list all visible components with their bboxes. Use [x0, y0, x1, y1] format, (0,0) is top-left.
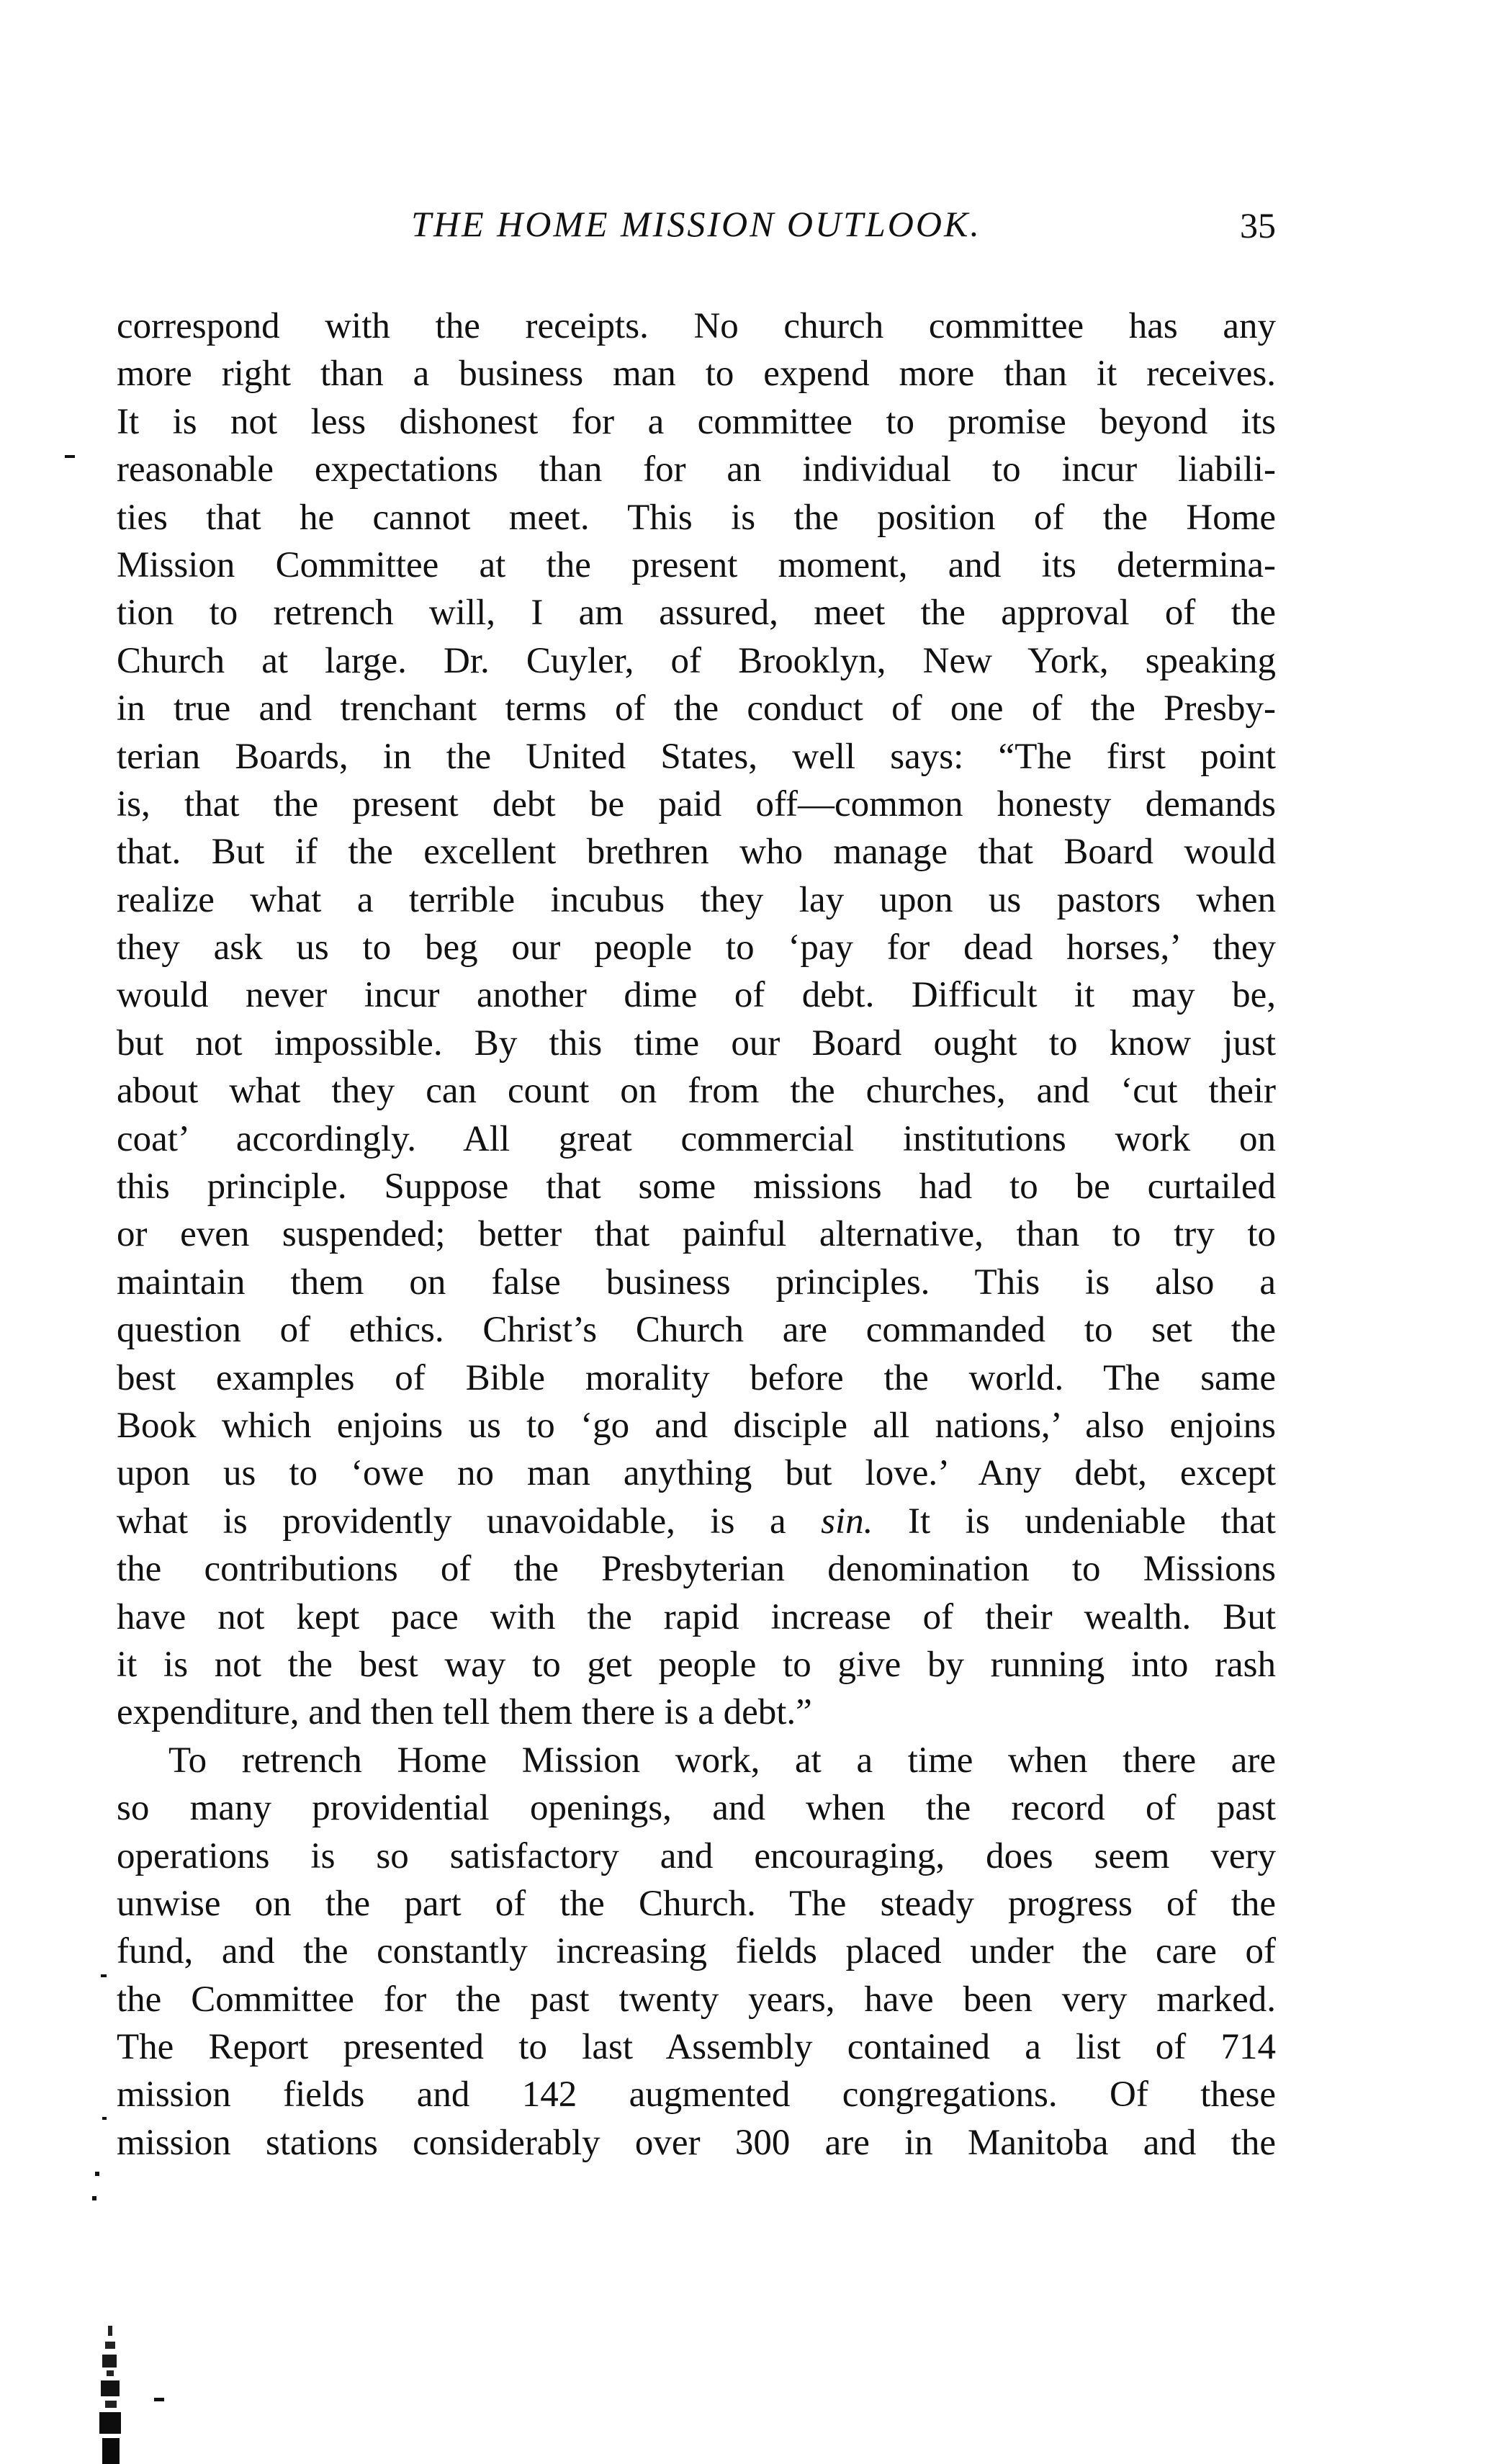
margin-mark — [154, 2398, 164, 2401]
text-line: have not kept pace with the rapid increase of their wealth. But — [117, 1596, 1276, 1637]
text-line: fund, and the constantly increasing fields placed under the care of — [117, 1931, 1276, 1972]
text-line: Mission Committee at the present moment, and its determina- — [117, 544, 1276, 585]
text-line: or even suspended; better that painful alternative, than to try to — [117, 1214, 1276, 1255]
text-line: It is not less dishonest for a committee to promise beyond its — [117, 401, 1276, 442]
text-line: about what they can count on from the churches, and ‘cut their — [117, 1071, 1276, 1112]
margin-mark — [102, 2117, 107, 2120]
text-line: that. But if the excellent brethren who manage that Board would — [117, 832, 1276, 873]
text-line: reasonable expectations than for an individual to incur liabili- — [117, 449, 1276, 490]
margin-mark — [65, 455, 75, 458]
text-line: in true and trenchant terms of the conduct of one of the Presby- — [117, 688, 1276, 729]
running-head — [117, 200, 1276, 258]
text-line: best examples of Bible morality before the world. The same — [117, 1357, 1276, 1398]
margin-mark — [92, 2196, 96, 2200]
text-line: it is not the best way to get people to give by running into rash — [117, 1644, 1276, 1685]
text-segment: It is undeniable that — [873, 1501, 1276, 1542]
text-line: question of ethics. Christ’s Church are commanded to set the — [117, 1310, 1276, 1351]
text-line: mission stations considerably over 300 are in Manitoba and the — [117, 2122, 1276, 2163]
margin-mark — [95, 2172, 99, 2176]
text-line: correspond with the receipts. No church committee has any — [117, 306, 1276, 346]
text-line: would never incur another dime of debt. Difficult it may be, — [117, 975, 1276, 1016]
text-line: is, that the present debt be paid off—common honesty demands — [117, 783, 1276, 824]
text-line: mission fields and 142 augmented congregations. Of these — [117, 2074, 1276, 2115]
text-line: Book which enjoins us to ‘go and disciple all nations,’ also enjoins — [117, 1405, 1276, 1446]
text-line: maintain them on false business principles. This is also a — [117, 1262, 1276, 1303]
text-line: Church at large. Dr. Cuyler, of Brooklyn, New York, speaking — [117, 640, 1276, 681]
text-line: this principle. Suppose that some missions had to be curtailed — [117, 1166, 1276, 1208]
text-line: they ask us to beg our people to ‘pay for dead horses,’ they — [117, 927, 1276, 968]
running-title: THE HOME MISSION OUTLOOK. — [411, 204, 981, 244]
body-text — [117, 302, 1276, 2167]
text-line: ties that he cannot meet. This is the position of the Home — [117, 497, 1276, 538]
margin-mark — [101, 1974, 107, 1977]
text-line — [117, 1498, 1276, 1545]
text-line: unwise on the part of the Church. The steady progress of the — [117, 1883, 1276, 1924]
text-line: coat’ accordingly. All great commercial institutions work on — [117, 1118, 1276, 1159]
text-line: so many providential openings, and when the record of past — [117, 1788, 1276, 1829]
text-line: operations is so satisfactory and encouraging, does seem very — [117, 1835, 1276, 1876]
text-line: upon us to ‘owe no man anything but love.’ Any debt, except — [117, 1453, 1276, 1494]
library-stamp-mark — [92, 2326, 134, 2464]
text-line: terian Boards, in the United States, well says: “The first point — [117, 736, 1276, 777]
italic-word: sin. — [821, 1501, 873, 1542]
text-line: The Report presented to last Assembly contained a list of 714 — [117, 2027, 1276, 2068]
text-segment: what is providently unavoidable, is a — [117, 1501, 822, 1542]
text-line: more right than a business man to expend more than it receives. — [117, 354, 1276, 395]
text-line: but not impossible. By this time our Board ought to know just — [117, 1022, 1276, 1064]
page-number: 35 — [1240, 205, 1276, 246]
text-line: To retrench Home Mission work, at a time when there are — [168, 1740, 1276, 1781]
text-line: the Committee for the past twenty years, have been very marked. — [117, 1979, 1276, 2020]
text-line: expenditure, and then tell them there is a debt.” — [117, 1692, 812, 1733]
text-line: tion to retrench will, I am assured, meet the approval of the — [117, 593, 1276, 634]
text-line: realize what a terrible incubus they lay upon us pastors when — [117, 879, 1276, 920]
text-line: the contributions of the Presbyterian denomination to Missions — [117, 1549, 1276, 1590]
